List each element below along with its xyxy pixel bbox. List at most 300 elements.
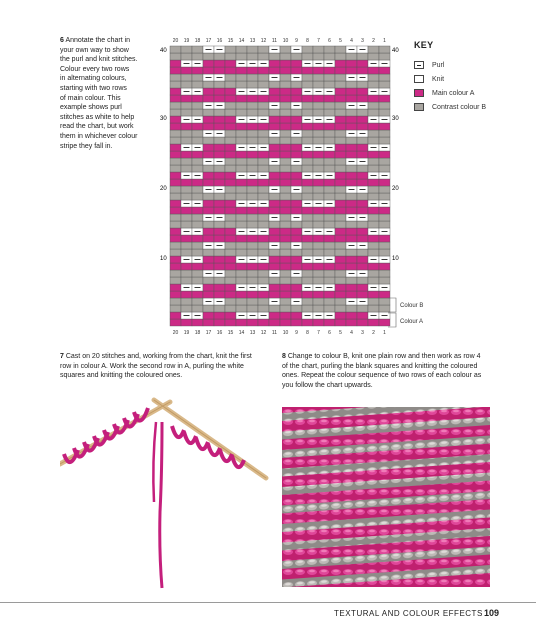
step-8-line: you follow the chart upwards. [282,381,373,389]
chart-cell [357,53,368,60]
chart-cell [280,319,291,326]
chart-cell [236,179,247,186]
chart-cell [313,249,324,256]
chart-cell [170,277,181,284]
chart-cell [324,277,335,284]
chart-cell [203,137,214,144]
knitting-on-needles-photo [60,392,270,592]
chart-cell [203,81,214,88]
chart-cell [247,74,258,81]
chart-cell [269,291,280,298]
key-item-knit [414,74,444,84]
chart-cell [214,88,225,95]
chart-cell [203,88,214,95]
chart-cell [170,123,181,130]
key-item-main-colour-a [414,88,474,98]
chart-cell [225,256,236,263]
chart-cell [324,53,335,60]
chart-cell [302,158,313,165]
contrast-colour-swatch-icon [414,103,424,111]
chart-cell [280,305,291,312]
chart-cell [269,123,280,130]
chart-cell [280,151,291,158]
chart-cell [280,137,291,144]
column-number: 17 [205,330,212,336]
chart-cell [368,242,379,249]
chart-cell [247,53,258,60]
chart-cell [346,67,357,74]
chart-cell [170,137,181,144]
chart-cell [313,123,324,130]
chart-cell [258,319,269,326]
chart-cell [368,207,379,214]
row-label-20-left: 20 [160,186,167,192]
chart-cell [302,298,313,305]
step-8-line: ones. Repeat the colour sequence of two rows of each colour as [282,372,482,380]
chart-cell [225,109,236,116]
chart-cell [324,270,335,277]
chart-cell [258,74,269,81]
chart-cell [225,179,236,186]
chart-cell [302,263,313,270]
chart-cell [247,123,258,130]
chart-cell [302,249,313,256]
chart-cell [324,151,335,158]
chart-cell [335,270,346,277]
chart-cell [269,221,280,228]
chart-cell [291,305,302,312]
purl-symbol-icon [414,61,424,69]
chart-cell [236,137,247,144]
chart-cell [335,207,346,214]
chart-cell [181,158,192,165]
chart-cell [225,221,236,228]
chart-cell [170,249,181,256]
chart-cell [368,270,379,277]
chart-cell [280,284,291,291]
chart-cell [170,74,181,81]
chart-cell [368,186,379,193]
chart-cell [225,81,236,88]
chart-cell [335,242,346,249]
chart-cell [379,298,390,305]
chart-cell [357,172,368,179]
chart-cell [269,207,280,214]
chart-cell [181,165,192,172]
chart-cell [258,263,269,270]
chart-cell [170,291,181,298]
footer-section-title: TEXTURAL AND COLOUR EFFECTS [334,609,483,618]
chart-cell [258,207,269,214]
chart-cell [335,123,346,130]
chart-cell [258,305,269,312]
chart-cell [170,53,181,60]
chart-cell [225,123,236,130]
chart-cell [335,102,346,109]
chart-cell [192,74,203,81]
chart-cell [324,109,335,116]
chart-cell [280,200,291,207]
step-6-line: stitches as white to help [60,113,135,121]
chart-cell [214,179,225,186]
chart-cell [247,165,258,172]
chart-cell [357,116,368,123]
chart-cell [269,200,280,207]
chart-cell [214,263,225,270]
chart-cell [236,221,247,228]
chart-cell [280,270,291,277]
chart-cell [291,235,302,242]
chart-cell [214,81,225,88]
chart-cell [181,130,192,137]
chart-cell [379,186,390,193]
chart-cell [203,193,214,200]
chart-cell [357,305,368,312]
chart-cell [236,81,247,88]
chart-cell [379,123,390,130]
chart-cell [170,165,181,172]
chart-cell [302,95,313,102]
chart-cell [236,249,247,256]
chart-cell [313,235,324,242]
chart-cell [181,207,192,214]
column-number: 15 [227,38,234,44]
chart-cell [335,172,346,179]
chart-cell [357,193,368,200]
chart-cell [247,151,258,158]
chart-cell [181,95,192,102]
chart-cell [291,109,302,116]
chart-cell [203,277,214,284]
chart-cell [236,270,247,277]
chart-cell [368,214,379,221]
chart-cell [225,298,236,305]
chart-cell [379,158,390,165]
chart-cell [214,277,225,284]
chart-cell [236,298,247,305]
chart-cell [379,221,390,228]
chart-cell [302,193,313,200]
chart-cell [357,151,368,158]
chart-cell [170,242,181,249]
column-number: 3 [361,38,364,44]
chart-cell [379,193,390,200]
column-number: 1 [383,38,386,44]
chart-cell [280,95,291,102]
chart-cell [247,46,258,53]
chart-cell [368,102,379,109]
chart-cell [269,228,280,235]
step-7-line: row in colour A. Work the second row in A, purling the white [60,362,244,370]
chart-cell [280,130,291,137]
chart-cell [236,193,247,200]
chart-cell [324,235,335,242]
chart-cell [280,193,291,200]
chart-cell [291,200,302,207]
chart-cell [379,277,390,284]
chart-cell [302,221,313,228]
chart-cell [170,263,181,270]
chart-cell [280,263,291,270]
chart-cell [214,60,225,67]
chart-cell [258,242,269,249]
chart-cell [335,277,346,284]
chart-cell [258,249,269,256]
chart-cell [203,228,214,235]
chart-cell [379,207,390,214]
chart-cell [225,95,236,102]
chart-cell [280,277,291,284]
chart-cell [170,312,181,319]
chart-cell [324,319,335,326]
chart-cell [335,228,346,235]
chart-cell [225,235,236,242]
chart-cell [192,46,203,53]
chart-cell [170,256,181,263]
column-number: 20 [172,38,179,44]
chart-cell [280,186,291,193]
key-label: Contrast colour B [432,103,487,111]
chart-cell [247,179,258,186]
chart-cell [379,95,390,102]
chart-cell [335,256,346,263]
chart-cell [192,207,203,214]
chart-cell [214,172,225,179]
chart-cell [203,123,214,130]
chart-cell [368,151,379,158]
chart-cell [379,270,390,277]
step-7-text [60,352,270,381]
chart-cell [170,88,181,95]
chart-cell [346,312,357,319]
chart-cell [236,165,247,172]
chart-cell [203,179,214,186]
chart-cell [181,53,192,60]
chart-cell [379,214,390,221]
step-7-line: squares and knitting the coloured ones. [60,372,183,380]
chart-cell [357,144,368,151]
chart-cell [214,256,225,263]
column-number: 12 [260,330,267,336]
step-7-number: 7 [60,353,64,360]
chart-cell [170,46,181,53]
chart-cell [225,67,236,74]
chart-cell [236,214,247,221]
chart-cell [170,151,181,158]
chart-cell [269,305,280,312]
chart-cell [280,172,291,179]
chart-cell [258,277,269,284]
chart-cell [379,165,390,172]
chart-cell [379,130,390,137]
column-number: 5 [339,330,342,336]
chart-cell [335,130,346,137]
chart-cell [368,130,379,137]
row-label-30-right: 30 [392,116,399,122]
chart-cell [181,123,192,130]
chart-cell [214,284,225,291]
chart-cell [269,88,280,95]
chart-cell [181,81,192,88]
chart-cell [346,60,357,67]
chart-cell [269,151,280,158]
chart-cell [214,291,225,298]
chart-cell [291,179,302,186]
chart-cell [346,319,357,326]
chart-cell [203,207,214,214]
chart-cell [335,95,346,102]
chart-cell [346,88,357,95]
chart-cell [302,123,313,130]
page-number: 109 [484,608,500,618]
chart-cell [324,74,335,81]
chart-cell [181,67,192,74]
chart-cell [192,249,203,256]
column-number: 11 [271,330,278,336]
chart-cell [192,270,203,277]
chart-cell [368,165,379,172]
chart-cell [181,291,192,298]
chart-cell [280,109,291,116]
chart-cell [291,116,302,123]
chart-cell [357,284,368,291]
chart-cell [258,235,269,242]
chart-cell [181,242,192,249]
chart-cell [379,74,390,81]
row-label-10-left: 10 [160,256,167,262]
chart-cell [368,137,379,144]
chart-cell [225,116,236,123]
chart-cell [236,319,247,326]
chart-cell [313,67,324,74]
chart-cell [324,207,335,214]
chart-cell [291,312,302,319]
chart-cell [280,179,291,186]
chart-cell [357,228,368,235]
chart-cell [368,74,379,81]
column-number: 16 [216,330,223,336]
chart-cell [247,109,258,116]
chart-cell [214,109,225,116]
chart-cell [203,256,214,263]
chart-cell [324,214,335,221]
chart-cell [214,235,225,242]
chart-cell [236,186,247,193]
chart-cell [346,95,357,102]
column-number: 20 [172,330,179,336]
chart-cell [313,221,324,228]
chart-cell [302,46,313,53]
chart-cell [247,214,258,221]
chart-cell [335,74,346,81]
colour-b-callout: Colour B [400,303,424,309]
chart-cell [313,298,324,305]
chart-cell [313,46,324,53]
chart-cell [291,123,302,130]
chart-cell [214,319,225,326]
chart-cell [280,312,291,319]
chart-cell [291,277,302,284]
knitting-chart [150,32,430,338]
chart-cell [269,116,280,123]
chart-cell [313,53,324,60]
row-label-20-right: 20 [392,186,399,192]
step-8-line: of the chart, purling the blank squares and knitting the coloured [282,362,478,370]
chart-cell [346,277,357,284]
chart-cell [313,207,324,214]
chart-cell [324,46,335,53]
column-number: 1 [383,330,386,336]
chart-cell [269,172,280,179]
chart-cell [236,291,247,298]
chart-cell [324,193,335,200]
chart-cell [236,53,247,60]
chart-cell [258,193,269,200]
row-label-40-right: 40 [392,48,399,54]
column-number: 13 [249,38,256,44]
chart-cell [335,200,346,207]
chart-cell [379,249,390,256]
chart-cell [192,242,203,249]
chart-cell [269,109,280,116]
chart-cell [280,81,291,88]
chart-cell [192,81,203,88]
chart-cell [368,298,379,305]
column-number: 2 [372,330,375,336]
chart-cell [313,137,324,144]
chart-cell [214,144,225,151]
striped-fabric-photo [282,407,490,587]
step-6-line: example shows purl [60,104,122,112]
chart-cell [324,130,335,137]
chart-cell [357,200,368,207]
chart-cell [357,109,368,116]
chart-cell [225,130,236,137]
chart-cell [346,291,357,298]
chart-cell [346,221,357,228]
chart-cell [313,270,324,277]
chart-cell [291,249,302,256]
chart-cell [313,186,324,193]
chart-cell [203,200,214,207]
chart-cell [269,312,280,319]
step-6-text [60,36,152,151]
chart-cell [203,249,214,256]
chart-cell [313,305,324,312]
column-number: 2 [372,38,375,44]
chart-cell [225,165,236,172]
chart-cell [346,53,357,60]
column-number: 4 [350,330,353,336]
chart-cell [324,137,335,144]
chart-cell [291,207,302,214]
column-numbers-top [173,38,386,44]
column-number: 19 [183,330,190,336]
chart-cell [379,235,390,242]
chart-cell [236,130,247,137]
chart-cell [170,102,181,109]
chart-cell [346,193,357,200]
chart-cell [170,67,181,74]
key-label: Knit [432,75,445,83]
chart-cell [225,172,236,179]
chart-cell [170,109,181,116]
chart-cell [269,95,280,102]
chart-cell [291,81,302,88]
chart-cell [236,305,247,312]
chart-cell [291,151,302,158]
chart-cell [357,88,368,95]
